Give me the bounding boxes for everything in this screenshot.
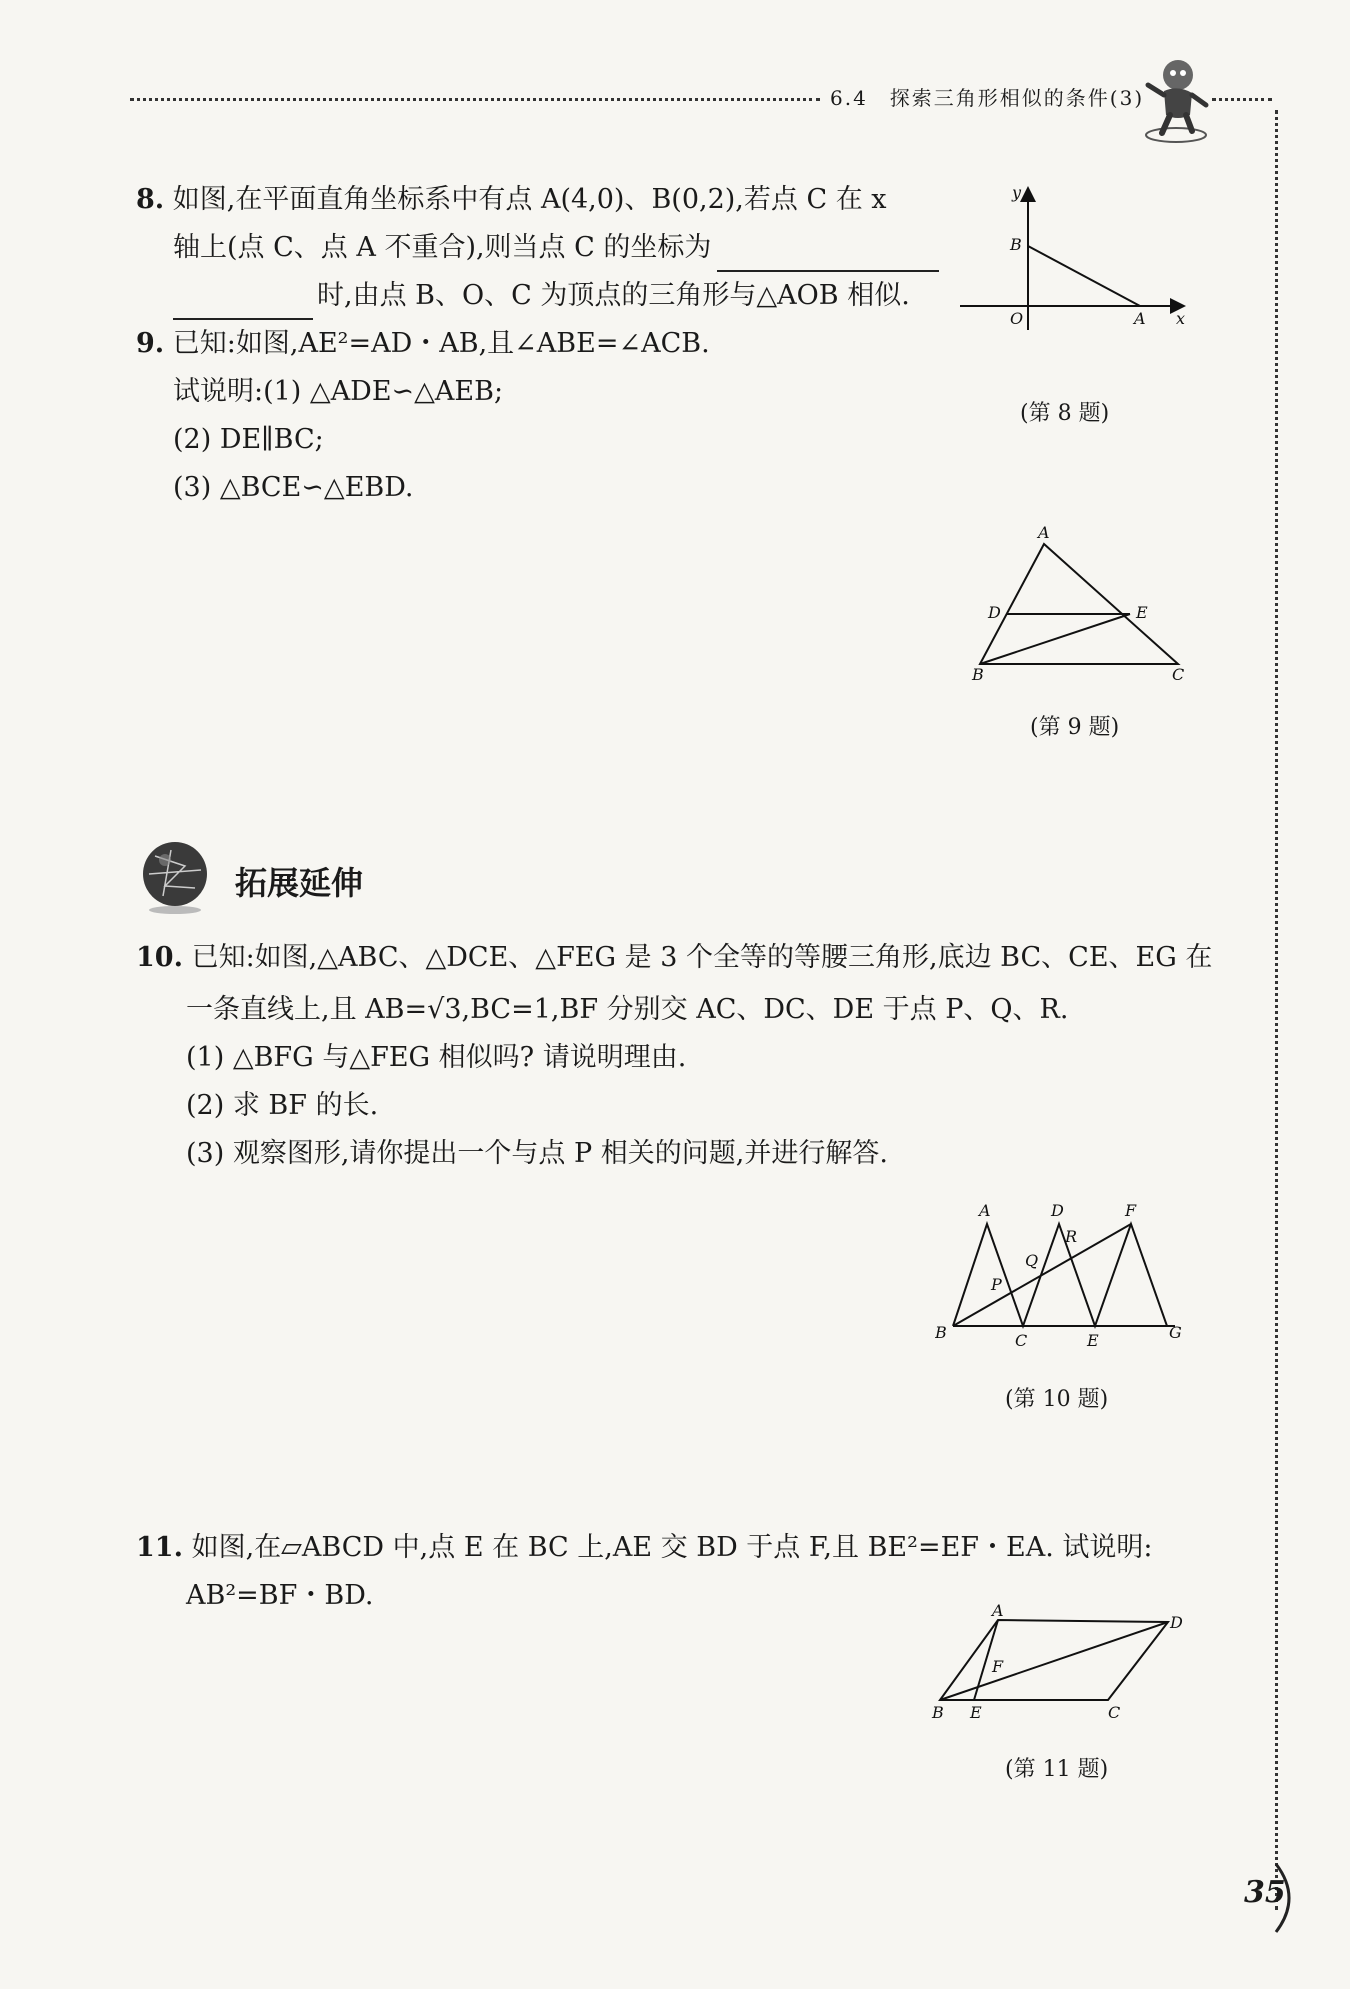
point-E-label: E xyxy=(1087,1331,1099,1350)
page-number: 35 xyxy=(1244,1875,1286,1910)
point-Q-label: Q xyxy=(1025,1251,1039,1270)
point-E-label: E xyxy=(1136,603,1148,622)
point-G-label: G xyxy=(1169,1323,1182,1342)
point-B-label: B xyxy=(935,1323,947,1342)
point-O-label: O xyxy=(1010,309,1024,328)
header-rule-right xyxy=(1212,98,1272,101)
point-A-label: A xyxy=(1038,523,1050,542)
point-F-label: F xyxy=(1125,1201,1137,1220)
point-A-label: A xyxy=(992,1601,1004,1620)
point-P-label: P xyxy=(991,1275,1002,1294)
cartoon-mascot-icon xyxy=(1140,55,1212,149)
question-10-line-4: (2) 求 BF 的长. xyxy=(186,1090,379,1121)
header-rule-left xyxy=(130,98,820,101)
point-R-label: R xyxy=(1065,1227,1078,1246)
question-11-line-2: AB²=BF・BD. xyxy=(186,1580,374,1611)
answer-blank[interactable] xyxy=(717,240,939,272)
figure-10-caption: (第 10 题) xyxy=(1005,1387,1109,1412)
point-B-label: B xyxy=(932,1703,944,1720)
figure-9 xyxy=(970,520,1190,684)
section-globe-icon xyxy=(135,836,215,920)
point-C-label: C xyxy=(1015,1331,1028,1350)
question-8-line-3: 时,由点 B、O、C 为顶点的三角形与△AOB 相似. xyxy=(173,272,910,320)
axis-x-label: x xyxy=(1176,309,1186,328)
section-title: 拓展延伸 xyxy=(235,864,364,902)
figure-9-caption: (第 9 题) xyxy=(1030,715,1120,740)
question-9-line-2: 试说明:(1) △ADE∽△AEB; xyxy=(173,376,504,407)
figure-11 xyxy=(930,1600,1190,1724)
page-margin-rule xyxy=(1275,110,1278,1910)
point-F-label: F xyxy=(992,1657,1004,1676)
point-A-label: A xyxy=(1134,309,1146,328)
point-E-label: E xyxy=(970,1703,982,1720)
answer-blank-cont[interactable] xyxy=(173,288,313,320)
point-A-label: A xyxy=(979,1201,991,1220)
point-D-label: D xyxy=(1170,1613,1183,1632)
point-C-label: C xyxy=(1108,1703,1121,1720)
point-C-label: C xyxy=(1172,665,1185,680)
running-header: 6.4 探索三角形相似的条件(3) xyxy=(830,86,1145,110)
figure-8-caption: (第 8 题) xyxy=(1020,401,1110,426)
point-B-label: B xyxy=(972,665,984,680)
point-D-label: D xyxy=(1051,1201,1064,1220)
figure-11-caption: (第 11 题) xyxy=(1005,1757,1109,1782)
figure-10 xyxy=(935,1196,1195,1360)
question-8-line-2: 轴上(点 C、点 A 不重合),则当点 C 的坐标为 xyxy=(173,224,939,272)
question-9-line-4: (3) △BCE∽△EBD. xyxy=(173,472,414,503)
question-11-line-1: 11. 如图,在▱ABCD 中,点 E 在 BC 上,AE 交 BD 于点 F,且 BE²=EF・EA. 试说明: xyxy=(136,1532,1153,1563)
point-D-label: D xyxy=(988,603,1001,622)
question-10-line-2: 一条直线上,且 AB=√3,BC=1,BF 分别交 AC、DC、DE 于点 P、Q、R. xyxy=(186,994,1069,1025)
point-B-label: B xyxy=(1010,235,1022,254)
axis-y-label: y xyxy=(1012,183,1022,202)
question-9-line-3: (2) DE∥BC; xyxy=(173,424,324,455)
question-10-line-5: (3) 观察图形,请你提出一个与点 P 相关的问题,并进行解答. xyxy=(186,1138,888,1169)
question-9-line-1: 9. 已知:如图,AE²=AD・AB,且∠ABE=∠ACB. xyxy=(136,328,710,359)
figure-8 xyxy=(960,180,1200,344)
question-10-line-1: 10. 已知:如图,△ABC、△DCE、△FEG 是 3 个全等的等腰三角形,底边 BC、CE、EG 在 xyxy=(136,942,1213,973)
question-10-line-3: (1) △BFG 与△FEG 相似吗? 请说明理由. xyxy=(186,1042,687,1073)
question-8-line-1: 8. 如图,在平面直角坐标系中有点 A(4,0)、B(0,2),若点 C 在 x xyxy=(136,184,887,215)
